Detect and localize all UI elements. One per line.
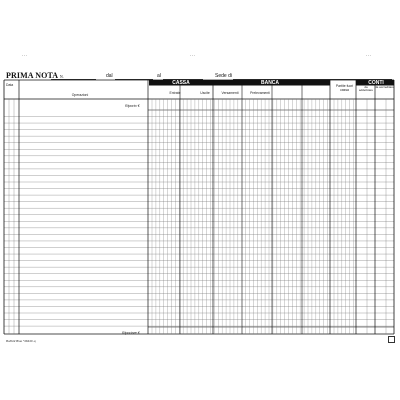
addebitare-column-header: da addebitare	[358, 85, 374, 93]
office-label: Sede di	[215, 73, 232, 79]
footer-checkbox[interactable]	[388, 336, 395, 343]
footer-brand: Buffetti Blue *4644C-q	[6, 339, 36, 343]
number-label: N.	[59, 74, 64, 79]
versamenti-column-header: Versamenti	[221, 91, 239, 95]
partite-column-header: Partite fuori cassa	[335, 84, 354, 92]
conti-header: CONTI	[368, 79, 384, 86]
riporto-label: Riporto €	[125, 104, 140, 108]
from-label: dal	[106, 73, 113, 79]
uscite-column-header: Uscite	[200, 91, 210, 95]
perforation-mark-right: ˇ ˇ ˇ	[366, 55, 371, 59]
riportare-label: Riportare €	[122, 331, 140, 335]
perforation-mark-left: ˇ ˇ ˇ	[22, 55, 27, 59]
perforation-mark-center: ˇ ˇ ˇ	[190, 55, 195, 59]
to-label: al	[157, 73, 161, 79]
ledger-rows	[4, 117, 394, 327]
ledger-columns	[4, 80, 394, 334]
prelevamenti-column-header: Prelevamenti	[250, 91, 270, 95]
date-column-header: Data	[6, 83, 14, 87]
banca-header: BANCA	[260, 79, 280, 86]
accreditare-column-header: da accreditare	[375, 85, 395, 89]
entrate-column-header: Entrate	[169, 91, 181, 95]
operations-column-header: Operazioni	[71, 93, 89, 97]
cassa-header: CASSA	[172, 79, 190, 86]
form-title-text: PRIMA NOTA	[6, 71, 58, 80]
